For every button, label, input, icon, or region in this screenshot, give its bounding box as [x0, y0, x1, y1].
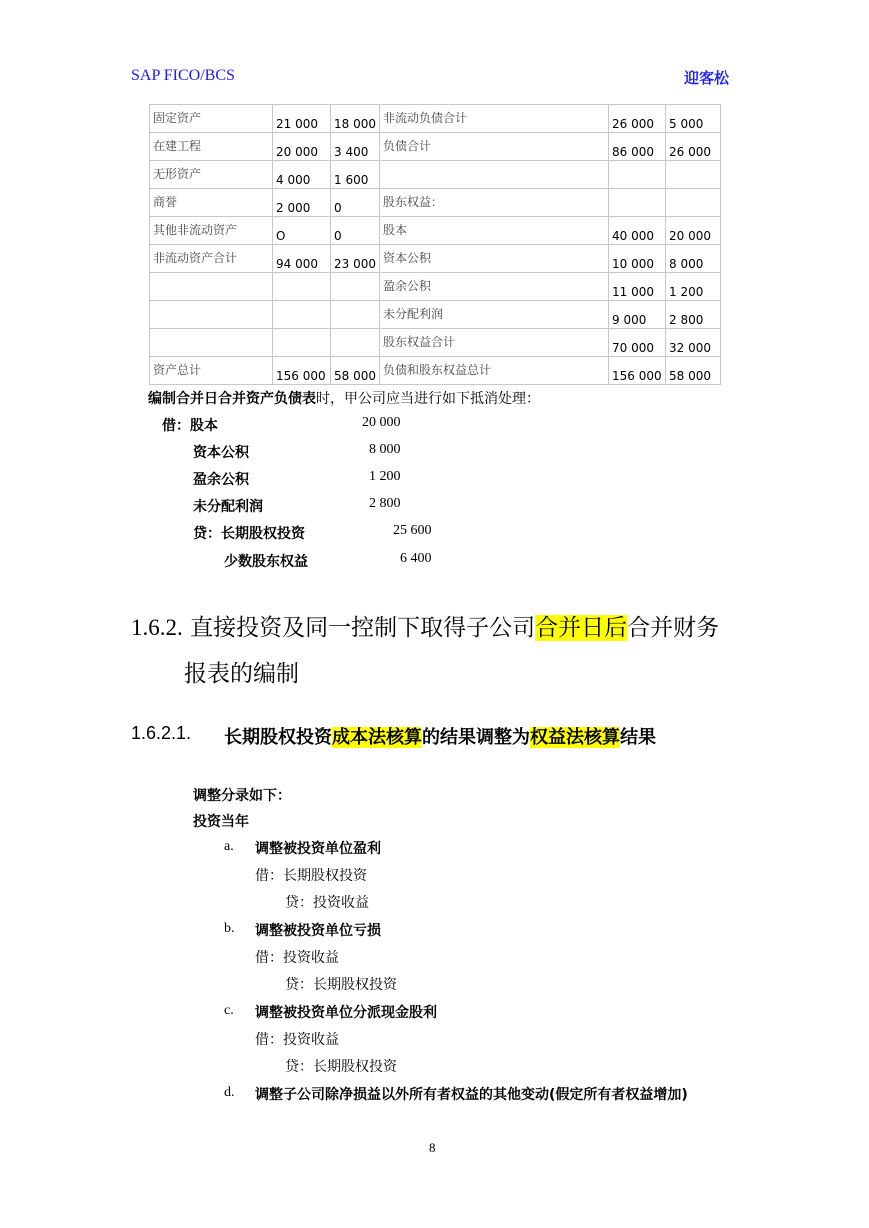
heading-highlight: 合并日后 — [535, 615, 628, 641]
table-cell: 86 000 — [609, 133, 666, 161]
table-cell — [666, 161, 721, 189]
item-title: 调整被投资单位分派现金股利 — [255, 1005, 437, 1021]
table-cell: 0 — [331, 217, 380, 245]
intro-bold: 编制合并日合并资产负债表 — [148, 391, 316, 407]
entry-amount: 2 800 — [369, 496, 401, 511]
table-cell: 9 000 — [609, 301, 666, 329]
heading-text-a: 直接投资及同一控制下取得子公司 — [190, 615, 536, 641]
table-cell: 股东权益合计 — [380, 329, 609, 357]
item-marker: b. — [224, 921, 235, 936]
table-cell: 资本公积 — [380, 245, 609, 273]
table-cell: 8 000 — [666, 245, 721, 273]
entry-label: 少数股东权益 — [224, 554, 308, 570]
item-marker: c. — [224, 1003, 234, 1018]
entry-label: 贷：长期股权投资 — [193, 526, 305, 542]
table-cell — [273, 273, 331, 301]
table-row — [150, 133, 721, 161]
table-cell — [609, 161, 666, 189]
table-cell: 70 000 — [609, 329, 666, 357]
table-cell: 3 400 — [331, 133, 380, 161]
table-cell — [150, 301, 273, 329]
table-cell: 在建工程 — [150, 133, 273, 161]
entry-amount: 20 000 — [362, 415, 401, 430]
table-cell: 156 000 — [273, 357, 331, 385]
item-debit: 借：投资收益 — [255, 1032, 339, 1048]
table-row — [150, 217, 721, 245]
adjust-year: 投资当年 — [193, 814, 249, 830]
table-cell: 58 000 — [666, 357, 721, 385]
section-heading-1-6-2 — [131, 609, 719, 642]
table-cell: 21 000 — [273, 105, 331, 133]
table-cell: 商誉 — [150, 189, 273, 217]
table-cell: 94 000 — [273, 245, 331, 273]
item-credit: 贷：长期股权投资 — [285, 977, 397, 993]
table-row — [150, 273, 721, 301]
balance-sheet-table — [149, 104, 721, 385]
table-cell — [666, 189, 721, 217]
table-cell — [609, 189, 666, 217]
subsection-highlight: 成本法核算 — [332, 727, 422, 748]
item-marker: a. — [224, 839, 234, 854]
table-cell: 58 000 — [331, 357, 380, 385]
subsection-part: 结果 — [620, 727, 656, 748]
table-row — [150, 357, 721, 385]
table-cell — [331, 329, 380, 357]
entry-amount: 25 600 — [393, 523, 432, 538]
table-cell: 负债合计 — [380, 133, 609, 161]
table-cell — [273, 329, 331, 357]
table-cell: 0 — [331, 189, 380, 217]
section-heading-1-6-2-1 — [131, 723, 191, 744]
table-cell: O — [273, 217, 331, 245]
item-debit: 借：长期股权投资 — [255, 868, 367, 884]
item-title: 调整子公司除净损益以外所有者权益的其他变动(假定所有者权益增加) — [255, 1087, 688, 1103]
table-cell: 10 000 — [609, 245, 666, 273]
table-cell: 股东权益： — [380, 189, 609, 217]
table-cell: 1 200 — [666, 273, 721, 301]
table-cell: 40 000 — [609, 217, 666, 245]
subsection-part: 的结果调整为 — [422, 727, 530, 748]
table-row — [150, 161, 721, 189]
entry-label: 借：股本 — [162, 418, 218, 434]
item-credit: 贷：长期股权投资 — [285, 1059, 397, 1075]
table-row — [150, 301, 721, 329]
table-cell: 156 000 — [609, 357, 666, 385]
table-cell: 26 000 — [609, 105, 666, 133]
table-row — [150, 245, 721, 273]
table-row — [150, 189, 721, 217]
entry-label: 资本公积 — [193, 445, 249, 461]
heading-line2: 报表的编制 — [184, 661, 299, 687]
table-cell: 未分配利润 — [380, 301, 609, 329]
entry-amount: 1 200 — [369, 469, 401, 484]
entry-amount: 6 400 — [400, 551, 432, 566]
table-cell: 固定资产 — [150, 105, 273, 133]
table-cell — [273, 301, 331, 329]
table-cell: 盈余公积 — [380, 273, 609, 301]
table-cell: 26 000 — [666, 133, 721, 161]
table-cell — [380, 161, 609, 189]
table-cell: 负债和股东权益总计 — [380, 357, 609, 385]
table-cell: 5 000 — [666, 105, 721, 133]
table-cell: 4 000 — [273, 161, 331, 189]
table-cell: 23 000 — [331, 245, 380, 273]
table-cell: 无形资产 — [150, 161, 273, 189]
subsection-part: 长期股权投资 — [224, 727, 332, 748]
table-cell — [331, 273, 380, 301]
header-right: 迎客松 — [684, 69, 730, 87]
table-cell: 其他非流动资产 — [150, 217, 273, 245]
intro-line — [148, 388, 540, 408]
header-left: SAP FICO/BCS — [131, 67, 235, 84]
table-cell: 11 000 — [609, 273, 666, 301]
table-cell: 18 000 — [331, 105, 380, 133]
table-cell: 2 800 — [666, 301, 721, 329]
section-number: 1.6.2. — [131, 615, 183, 640]
adjust-title: 调整分录如下： — [193, 788, 291, 804]
entry-label: 未分配利润 — [193, 499, 263, 515]
subsection-highlight: 权益法核算 — [530, 727, 620, 748]
table-cell: 20 000 — [273, 133, 331, 161]
table-cell: 32 000 — [666, 329, 721, 357]
table-cell — [150, 329, 273, 357]
table-row — [150, 329, 721, 357]
item-title: 调整被投资单位亏损 — [255, 923, 381, 939]
entry-amount: 8 000 — [369, 442, 401, 457]
item-title: 调整被投资单位盈利 — [255, 841, 381, 857]
table-cell — [150, 273, 273, 301]
subsection-number: 1.6.2.1. — [131, 723, 192, 743]
intro-rest: 时，甲公司应当进行如下抵消处理： — [316, 391, 540, 407]
item-marker: d. — [224, 1085, 235, 1100]
subsection-title — [224, 723, 656, 749]
table-cell: 资产总计 — [150, 357, 273, 385]
table-cell: 2 000 — [273, 189, 331, 217]
table-cell: 1 600 — [331, 161, 380, 189]
item-debit: 借：投资收益 — [255, 950, 339, 966]
table-cell: 非流动资产合计 — [150, 245, 273, 273]
table-row — [150, 105, 721, 133]
table-cell: 非流动负债合计 — [380, 105, 609, 133]
page-number: 8 — [429, 1140, 436, 1155]
entry-label: 盈余公积 — [193, 472, 249, 488]
table-cell — [331, 301, 380, 329]
table-cell: 20 000 — [666, 217, 721, 245]
heading-text-b: 合并财务 — [627, 615, 720, 641]
item-credit: 贷：投资收益 — [285, 895, 369, 911]
table-cell: 股本 — [380, 217, 609, 245]
